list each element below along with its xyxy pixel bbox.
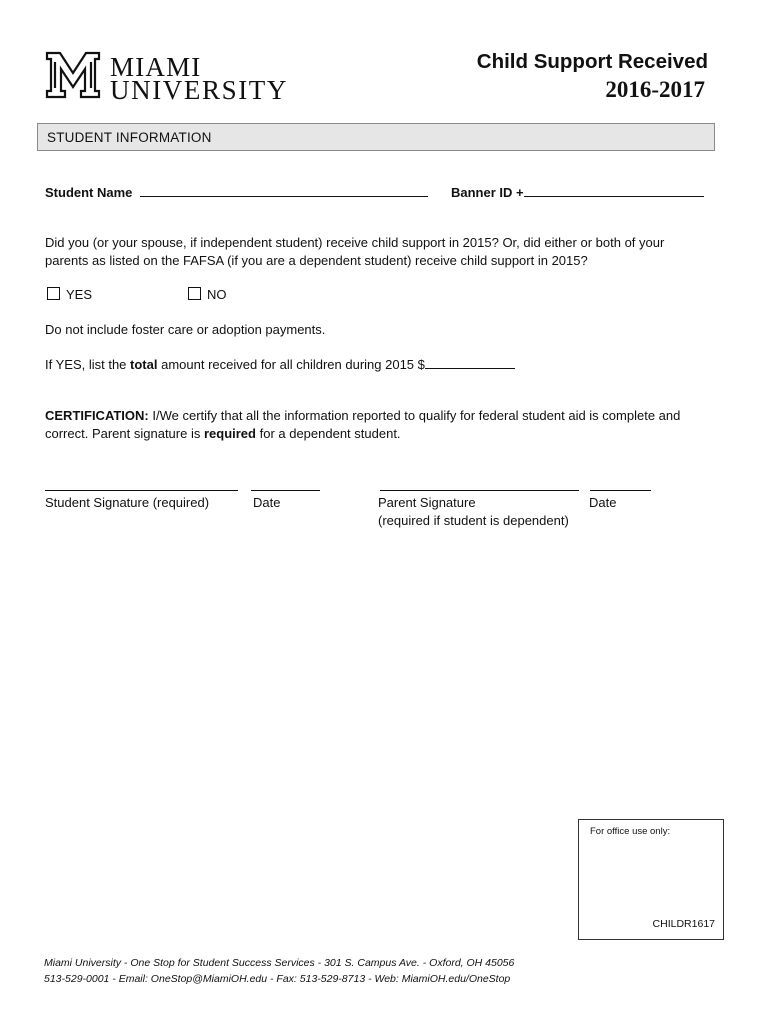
certification-text-2-end: for a dependent student. [255,426,401,441]
form-code: CHILDR1617 [652,918,715,930]
yes-label: YES [66,287,93,302]
amount-prefix: If YES, list the [45,357,131,372]
date-label-1: Date [253,495,281,510]
certification-text-1: I/We certify that all the information reported to qualify for federal student aid is complete and [148,408,681,423]
banner-id-field[interactable] [524,196,704,197]
form-title: Child Support Received [476,50,708,73]
parent-signature-label: Parent Signature [378,495,476,510]
certification-required-word: required [203,426,256,441]
parent-signature-note: (required if student is dependent) [378,513,569,528]
parent-signature-line[interactable] [380,490,579,491]
footer-address: Miami University - One Stop for Student Success Services - 301 S. Campus Ave. - Oxford, OH 45056 [44,957,515,969]
no-checkbox[interactable] [188,287,201,300]
question-line-2: parents as listed on the FAFSA (if you are a dependent student) receive child support in 2015? [45,253,588,268]
date-label-2: Date [589,495,617,510]
amount-field[interactable] [425,368,515,369]
certification-label: CERTIFICATION: [45,408,149,423]
student-name-row [45,183,428,202]
amount-suffix: amount received for all children during 2015 $ [157,357,425,372]
no-label: NO [207,287,227,302]
yes-checkbox[interactable] [47,287,60,300]
banner-id-row [451,183,704,202]
student-name-label: Student Name [45,185,133,200]
form-year: 2016-2017 [605,77,705,102]
office-use-label: For office use only: [590,826,671,837]
banner-id-label: Banner ID + [451,185,524,200]
question-line-1: Did you (or your spouse, if independent student) receive child support in 2015? Or, did either or both of your [45,235,665,250]
section-heading: STUDENT INFORMATION [47,130,212,145]
foster-care-note: Do not include foster care or adoption payments. [45,322,326,337]
student-name-field[interactable] [140,196,428,197]
office-use-box [578,819,724,940]
logo-text-miami: MIAMI [110,52,202,82]
student-signature-line[interactable] [45,490,238,491]
amount-bold-word: total [130,357,158,372]
miami-m-logo-icon [45,51,101,99]
amount-row [45,355,515,374]
date-line-1[interactable] [251,490,320,491]
student-signature-label: Student Signature (required) [45,495,210,510]
certification-line-2 [45,424,401,443]
date-line-2[interactable] [590,490,651,491]
section-header-student-information [37,123,715,151]
footer-contact: 513-529-0001 - Email: OneStop@MiamiOH.edu - Fax: 513-529-8713 - Web: MiamiOH.edu/OneStop [44,973,511,985]
certification-line-1 [45,406,680,425]
certification-text-2-start: correct. Parent signature is [45,426,204,441]
logo-text-university: UNIVERSITY [110,75,288,105]
